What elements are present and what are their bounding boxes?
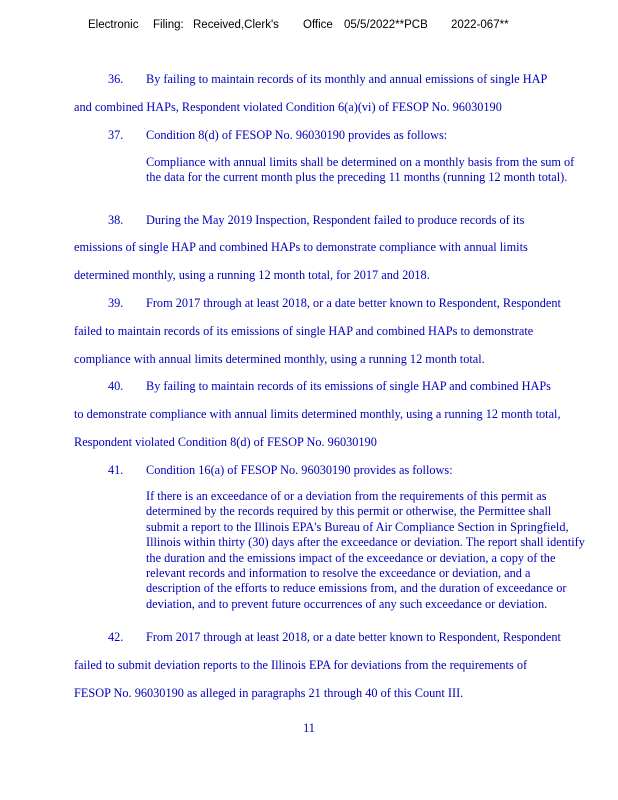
paragraph-42-line-3: FESOP No. 96030190 as alleged in paragraphs 21 through 40 of this Count III. [74,686,464,700]
paragraph-37-line-1: Condition 8(d) of FESOP No. 96030190 provides as follows: [146,128,448,142]
paragraph-39-line-2: failed to maintain records of its emissions of single HAP and combined HAPs to demonstrate [74,324,534,338]
header-received: Received,Clerk's [193,19,279,31]
paragraph-40-line-2: to demonstrate compliance with annual limits determined monthly, using a running 12 month total, [74,407,561,421]
header-case: 2022-067** [451,19,509,31]
paragraph-41-quote: If there is an exceedance of or a deviation from the requirements of this permit as determined by the records required by this permit or otherwise, the Permittee shall submit a report to the Illinois EPA's Bureau of Air Compliance Section in Springfield, Illinois within thirty (30) days after the exceedance or deviation. The report shall identify the duration and the emissions impact of the exceedance or deviation, a copy of the relevant records and information to resolve the exceedance or deviation, and a description of the efforts to reduce emissions from, and the duration of exceedance or deviation, and to prevent future occurrences of any such exceedance or deviation. [146,489,585,611]
header-date: 05/5/2022**PCB [344,19,428,31]
paragraph-36-line-1: By failing to maintain records of its monthly and annual emissions of single HAP [146,72,548,86]
header-office: Office [303,19,333,31]
paragraph-38-line-2: emissions of single HAP and combined HAPs to demonstrate compliance with annual limits [74,240,528,254]
paragraph-42-number: 42. [108,630,124,644]
paragraph-41-line-1: Condition 16(a) of FESOP No. 96030190 provides as follows: [146,463,453,477]
paragraph-42-line-2: failed to submit deviation reports to the Illinois EPA for deviations from the requirements of [74,658,528,672]
paragraph-40-number: 40. [108,379,124,393]
header-filing: Filing: [153,19,184,31]
paragraph-39-line-1: From 2017 through at least 2018, or a date better known to Respondent, Respondent [146,296,561,310]
paragraph-38-number: 38. [108,213,124,227]
header-electronic: Electronic [88,19,139,31]
paragraph-36-line-2: and combined HAPs, Respondent violated Condition 6(a)(vi) of FESOP No. 96030190 [74,100,502,114]
paragraph-40-line-1: By failing to maintain records of its emissions of single HAP and combined HAPs [146,379,551,393]
paragraph-41-number: 41. [108,463,124,477]
paragraph-39-line-3: compliance with annual limits determined monthly, using a running 12 month total. [74,352,485,366]
paragraph-42-line-1: From 2017 through at least 2018, or a date better known to Respondent, Respondent [146,630,561,644]
paragraph-40-line-3: Respondent violated Condition 8(d) of FESOP No. 96030190 [74,435,377,449]
paragraph-38-line-3: determined monthly, using a running 12 month total, for 2017 and 2018. [74,268,430,282]
paragraph-37-number: 37. [108,128,124,142]
paragraph-36-number: 36. [108,72,124,86]
page-number: 11 [303,721,315,735]
paragraph-38-line-1: During the May 2019 Inspection, Respondent failed to produce records of its [146,213,525,227]
paragraph-37-quote: Compliance with annual limits shall be determined on a monthly basis from the sum of the data for the current month plus the preceding 11 months (running 12 month total). [146,155,575,185]
paragraph-39-number: 39. [108,296,124,310]
